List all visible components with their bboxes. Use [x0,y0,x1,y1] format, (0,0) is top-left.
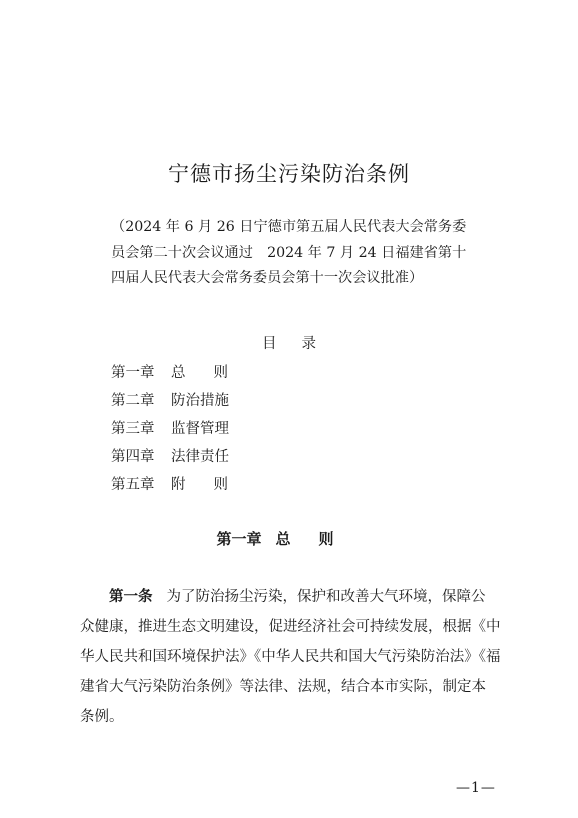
toc-item [111,359,256,387]
article-line [80,582,500,612]
adoption-line: 四届人民代表大会常务委员会第十一次会议批准） [111,270,424,286]
toc-chapter-name: 总则 [171,365,256,381]
toc-item [111,415,256,443]
toc-item [111,443,256,471]
table-of-contents [111,359,256,499]
article-line: 华人民共和国环境保护法》《中华人民共和国大气污染防治法》《福 [80,649,501,665]
chapter-heading [0,528,578,549]
adoption-line: （2024 年 6 月 26 日宁德市第五届人民代表大会常务委 [111,219,467,235]
toc-chapter-number: 第五章 [111,477,155,493]
article-1 [80,582,500,732]
adoption-line: 员会第二十次会议通过 2024 年 7 月 24 日福建省第十 [111,244,467,261]
toc-chapter-name: 监督管理 [171,421,229,437]
article-line: 建省大气污染防治条例》等法律、法规，结合本市实际，制定本 [80,679,486,695]
toc-chapter-number: 第四章 [111,449,155,465]
toc-chapter-number: 第二章 [111,393,155,409]
toc-chapter-name: 附则 [171,477,256,493]
toc-chapter-name: 法律责任 [171,449,229,465]
article-label: 第一条 [109,589,153,605]
toc-heading-text: 目录 [262,336,341,352]
article-text: 为了防治扬尘污染，保护和改善大气环境，保障公 [166,589,486,605]
adoption-note [111,215,481,292]
toc-chapter-number: 第一章 [111,365,155,381]
toc-item [111,471,256,499]
document-title: 宁德市扬尘污染防治条例 [168,162,410,186]
toc-chapter-number: 第三章 [111,421,155,437]
chapter-heading-name: 总则 [275,530,362,548]
toc-item [111,387,256,415]
article-line: 条例。 [80,709,124,725]
page-number: —1— [456,780,496,796]
toc-chapter-name: 防治措施 [171,393,229,409]
article-line: 众健康，推进生态文明建设，促进经济社会可持续发展，根据《中 [80,619,501,635]
toc-heading [0,332,578,353]
chapter-heading-number: 第一章 [216,530,262,548]
